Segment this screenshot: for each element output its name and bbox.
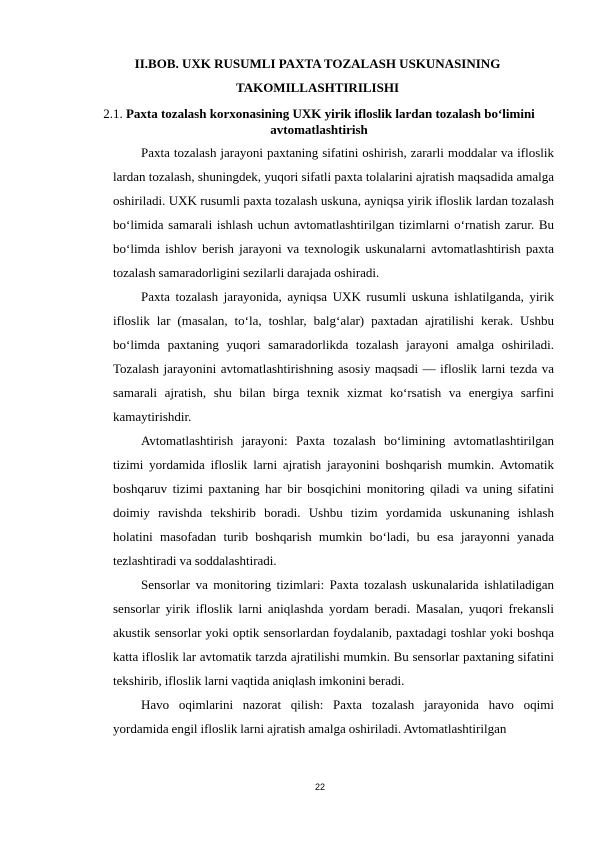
- paragraph: Avtomatlashtirish jarayoni: Paxta tozalash bo‘limining avtomatlashtirilgan tizimi yordamida ifloslik larni ajratish jarayonini boshqarish mumkin. Avtomatik boshqaruv tizimi paxtaning har bir bosqichini monitoring qiladi va uning sifatini doimiy ravishda tekshirib boradi. Ushbu tizim yordamida uskunaning ishlash holatini masofadan turib boshqarish mumkin bo‘ladi, bu esa jarayonni yanada tezlashtiradi va soddalashtiradi.: [113, 433, 554, 568]
- section-title: [84, 106, 554, 138]
- paragraph: Havo oqimlarini nazorat qilish: Paxta tozalash jarayonida havo oqimi yordamida engil ifloslik larni ajratish amalga oshiriladi. Avtomatlashtirilgan: [113, 697, 554, 736]
- body-text: [113, 141, 554, 741]
- paragraph: Paxta tozalash jarayoni paxtaning sifatini oshirish, zararli moddalar va ifloslik lardan tozalash, shuningdek, yuqori sifatli paxta tolalarini ajratish maqsadida amalga oshiriladi. UXK rusumli paxta tozalash uskuna, ayniqsa yirik ifloslik lardan tozalash bo‘limida samarali ishlash uchun avtomatlashtirilgan tizimlarni o‘rnatish zarur. Bu bo‘limda ishlov berish jarayoni va texnologik uskunalarni avtomatlashtirish paxta tozalash samaradorligini sezilarli darajada oshiradi.: [113, 145, 554, 280]
- chapter-title: II.BOB. UXK RUSUMLI PAXTA TOZALASH USKUNASINING TAKOMILLASHTIRILISHI: [134, 56, 501, 95]
- section-heading: Paxta tozalash korxonasining UXK yirik ifloslik lardan tozalash bo‘limini avtomatlashtirish: [125, 106, 535, 137]
- section-number: 2.1.: [103, 106, 123, 121]
- page-number: 22: [314, 782, 325, 792]
- paragraph: Paxta tozalash jarayonida, ayniqsa UXK rusumli uskuna ishlatilganda, yirik ifloslik lar (masalan, to‘la, toshlar, balg‘alar) paxtadan ajratilishi kerak. Ushbu bo‘limda paxtaning yuqori samaradorlikda tozalash jarayoni amalga oshiriladi. Tozalash jarayonini avtomatlashtirishning asosiy maqsadi — ifloslik larni tezda va samarali ajratish, shu bilan birga texnik xizmat ko‘rsatish va energiya sarfini kamaytirishdir.: [113, 289, 554, 424]
- paragraph: Sensorlar va monitoring tizimlari: Paxta tozalash uskunalarida ishlatiladigan sensorlar yirik ifloslik larni aniqlashda yordam beradi. Masalan, yuqori frekansli akustik sensorlar yoki optik sensorlardan foydalanib, paxtadagi toshlar yoki boshqa katta ifloslik lar avtomatik tarzda ajratilishi mumkin. Bu sensorlar paxtaning sifatini tekshirib, ifloslik larni vaqtida aniqlash imkonini beradi.: [113, 577, 554, 688]
